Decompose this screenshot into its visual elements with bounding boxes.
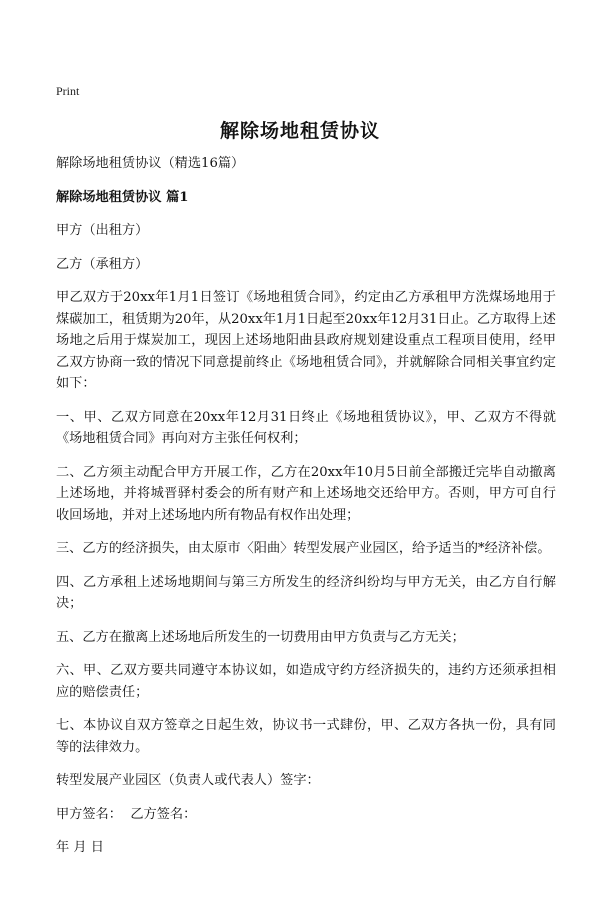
signature-park: 转型发展产业园区（负责人或代表人）签字： <box>56 773 320 788</box>
subtitle: 解除场地租赁协议（精选16篇） <box>56 156 245 171</box>
party-b: 乙方（承租方） <box>56 256 149 272</box>
clause-6: 六、甲、乙双方要共同遵守本协议如，如造成守约方经济损失的，违约方还须承担相应的赔偿责任； <box>56 663 556 700</box>
clause-2: 二、乙方须主动配合甲方开展工作，乙方在20xx年10月5日前全部搬迁完毕自动撤离上述场地，并将城晋驿村委会的所有财产和上述场地交还给甲方。否则，甲方可自行收回场地，并对上述场地内所有物品有权作出处理； <box>56 464 556 523</box>
print-label: Print <box>56 84 80 98</box>
clause-3: 三、乙方的经济损失，由太原市〈阳曲〉转型发展产业园区，给予适当的*经济补偿。 <box>56 541 551 556</box>
document-title: 解除场地租赁协议 <box>219 120 380 142</box>
clause-1: 一、甲、乙双方同意在20xx年12月31日终止《场地租赁协议》，甲、乙双方不得就《场地租赁合同》再向对方主张任何权利； <box>56 409 556 446</box>
signature-parties: 甲方签名： 乙方签名： <box>56 806 197 822</box>
intro-paragraph: 甲乙双方于20xx年1月1日签订《场地租赁合同》，约定由乙方承租甲方洗煤场地用于煤碳加工，租赁期为20年，从20xx年1月1日起至20xx年12月31日止。乙方取得上述场地之后用于煤炭加工，现因上述场地阳曲县政府规划建设重点工程项目使用，经甲乙双方协商一致的情况下同意提前终止《场地租赁合同》，并就解除合同相关事宜约定如下： <box>56 290 556 391</box>
clause-5: 五、乙方在撤离上述场地后所发生的一切费用由甲方负责与乙方无关； <box>56 629 465 645</box>
clause-4: 四、乙方承租上述场地期间与第三方所发生的经济纠纷均与甲方无关，由乙方自行解决； <box>56 574 556 611</box>
party-a: 甲方（出租方） <box>56 223 149 238</box>
section-heading: 解除场地租赁协议 篇1 <box>56 189 189 205</box>
clause-7: 七、本协议自双方签章之日起生效，协议书一式肆份，甲、乙双方各执一份，具有同等的法律效力。 <box>56 718 556 755</box>
date-line: 年 月 日 <box>56 840 104 855</box>
document-body <box>56 153 556 871</box>
